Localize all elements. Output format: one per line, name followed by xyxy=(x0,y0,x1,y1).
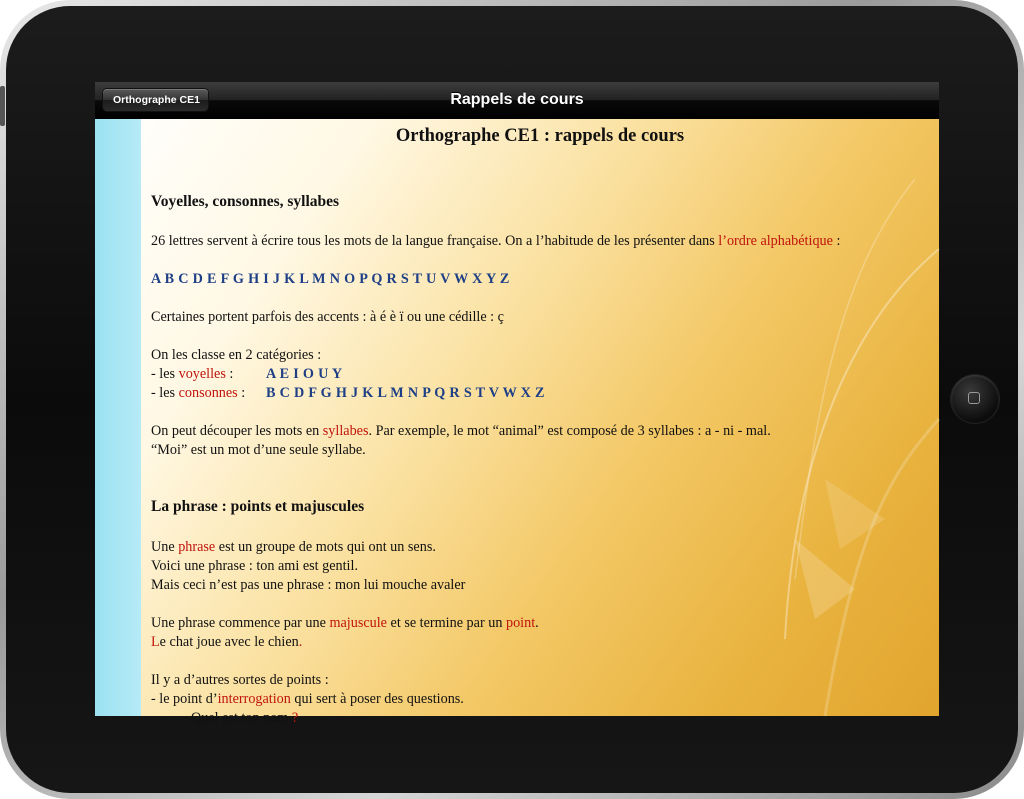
list-item-interrogation: - le point d’interrogation qui sert à poser des questions. xyxy=(151,691,464,707)
list-item-consonants: - les consonnes : B C D F G H J K L M N P Q R S T V W X Z xyxy=(151,385,545,401)
example-chat: Le chat joue avec le chien. xyxy=(151,634,303,650)
example-question: Quel est ton nom ? xyxy=(191,710,299,726)
left-margin-strip xyxy=(95,119,141,716)
example-non-phrase: Mais ceci n’est pas une phrase : mon lui mouche avaler xyxy=(151,577,466,593)
paragraph-categories: On les classe en 2 catégories : xyxy=(151,347,322,363)
paragraph-points: Il y a d’autres sortes de points : xyxy=(151,672,329,688)
paragraph-phrase-definition: Une phrase est un groupe de mots qui ont un sens. xyxy=(151,539,436,555)
back-button[interactable]: Orthographe CE1 xyxy=(103,89,208,111)
home-button[interactable] xyxy=(951,375,999,423)
screen xyxy=(95,82,939,726)
nav-title: Rappels de cours xyxy=(450,91,584,108)
lesson-content[interactable] xyxy=(95,119,939,726)
home-square-icon xyxy=(968,392,980,404)
section-heading-voyelles: Voyelles, consonnes, syllabes xyxy=(151,193,340,210)
navigation-bar xyxy=(95,82,939,119)
paragraph-syllabes: On peut découper les mots en syllabes. Par exemple, le mot “animal” est composé de 3 syllabes : a - ni - mal. xyxy=(151,423,771,439)
paragraph-syllabes-line2: “Moi” est un mot d’une seule syllabe. xyxy=(151,442,366,458)
page-title: Orthographe CE1 : rappels de cours xyxy=(395,126,685,146)
paragraph-accents: Certaines portent parfois des accents : à é è ï ou une cédille : ç xyxy=(151,309,504,325)
section-heading-phrase: La phrase : points et majuscules xyxy=(151,498,365,515)
list-item-vowels: - les voyelles : A E I O U Y xyxy=(151,366,343,382)
paragraph-alphabet-intro: 26 lettres servent à écrire tous les mots de la langue française. On a l’habitude de les présenter dans l’ordre alphabétique : xyxy=(151,233,841,249)
side-button[interactable] xyxy=(0,86,5,126)
example-phrase: Voici une phrase : ton ami est gentil. xyxy=(151,558,358,574)
alphabet-letters: A B C D E F G H I J K L M N O P Q R S T U V W X Y Z xyxy=(151,271,510,287)
paragraph-majuscule: Une phrase commence par une majuscule et se termine par un point. xyxy=(151,615,539,631)
